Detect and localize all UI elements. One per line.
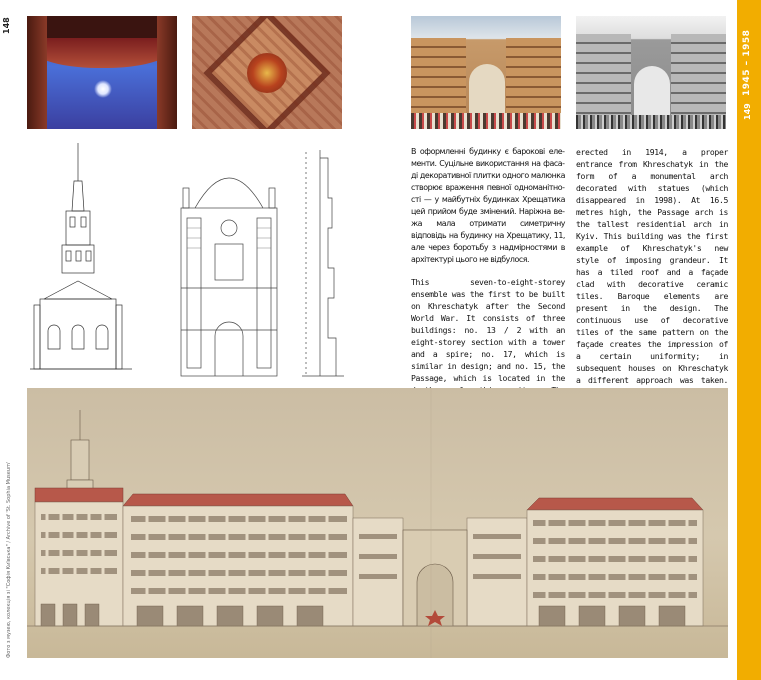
photo-arch-underside [27,16,177,129]
photo-passage-arch-color [411,16,561,129]
drawing-ensemble-panorama [27,388,728,658]
photo-passage-arch-historic [576,16,726,129]
era-label: 1945 – 1958 [742,29,752,96]
side-accent-band [737,0,761,680]
image-credit: Фото з музею, колекція зі "Софія Київська" / Archive of 'St. Sophia Museum' [6,461,12,658]
english-paragraph-1: This seven-to-eight-storey ensemble was the first to be built on Khreschatyk after the Second World War. It consists of three buildings: no. 13 / 2 with an eight-storey section with a tower and a spire; no. 17, which is similar in design; and no. 15, the Passage, which is located in the [411,277,565,383]
ukrainian-paragraph: В оформленні будинку є барокові елементи. Суцільне використання на фасаді декоративної плитки одного малюнка створює враження певної одноманітності — у майбутніх будинках Хрещатика цей прийом буде змінений. Наріжна вежа мала отримати симетричну відповідь на будинку на Хрещатику, 11, але через боротьбу з надмірностями в архітектурі цього не відбулося. [411,147,565,264]
drawing-section-profile [296,148,348,378]
right-page-number: 149 [743,103,752,120]
drawing-facade-detail [175,148,283,378]
drawing-tower-elevation [26,141,136,376]
english-paragraph-2: erected in 1914, a proper entrance from Khreschatyk in the form of a monumental arch decorated with statues (which disappeared in 1998). At 16.5 metres high, the Passage arch is the tallest residential arch in Kyiv. This building was the first example of Khreschatyk's new style of imposing grandeur. It has a tiled roof and a façade clad with decorative ceramic tiles. Baroque elements are present in the design. The continuous use of decorative tiles of the same pattern on the façade creates the impression of a certain uniformity; in subsequent houses on Khreschatyk a different approach was taken. [576,147,728,385]
left-page-number: 148 [2,17,11,34]
photo-ornamental-ceiling [192,16,342,129]
